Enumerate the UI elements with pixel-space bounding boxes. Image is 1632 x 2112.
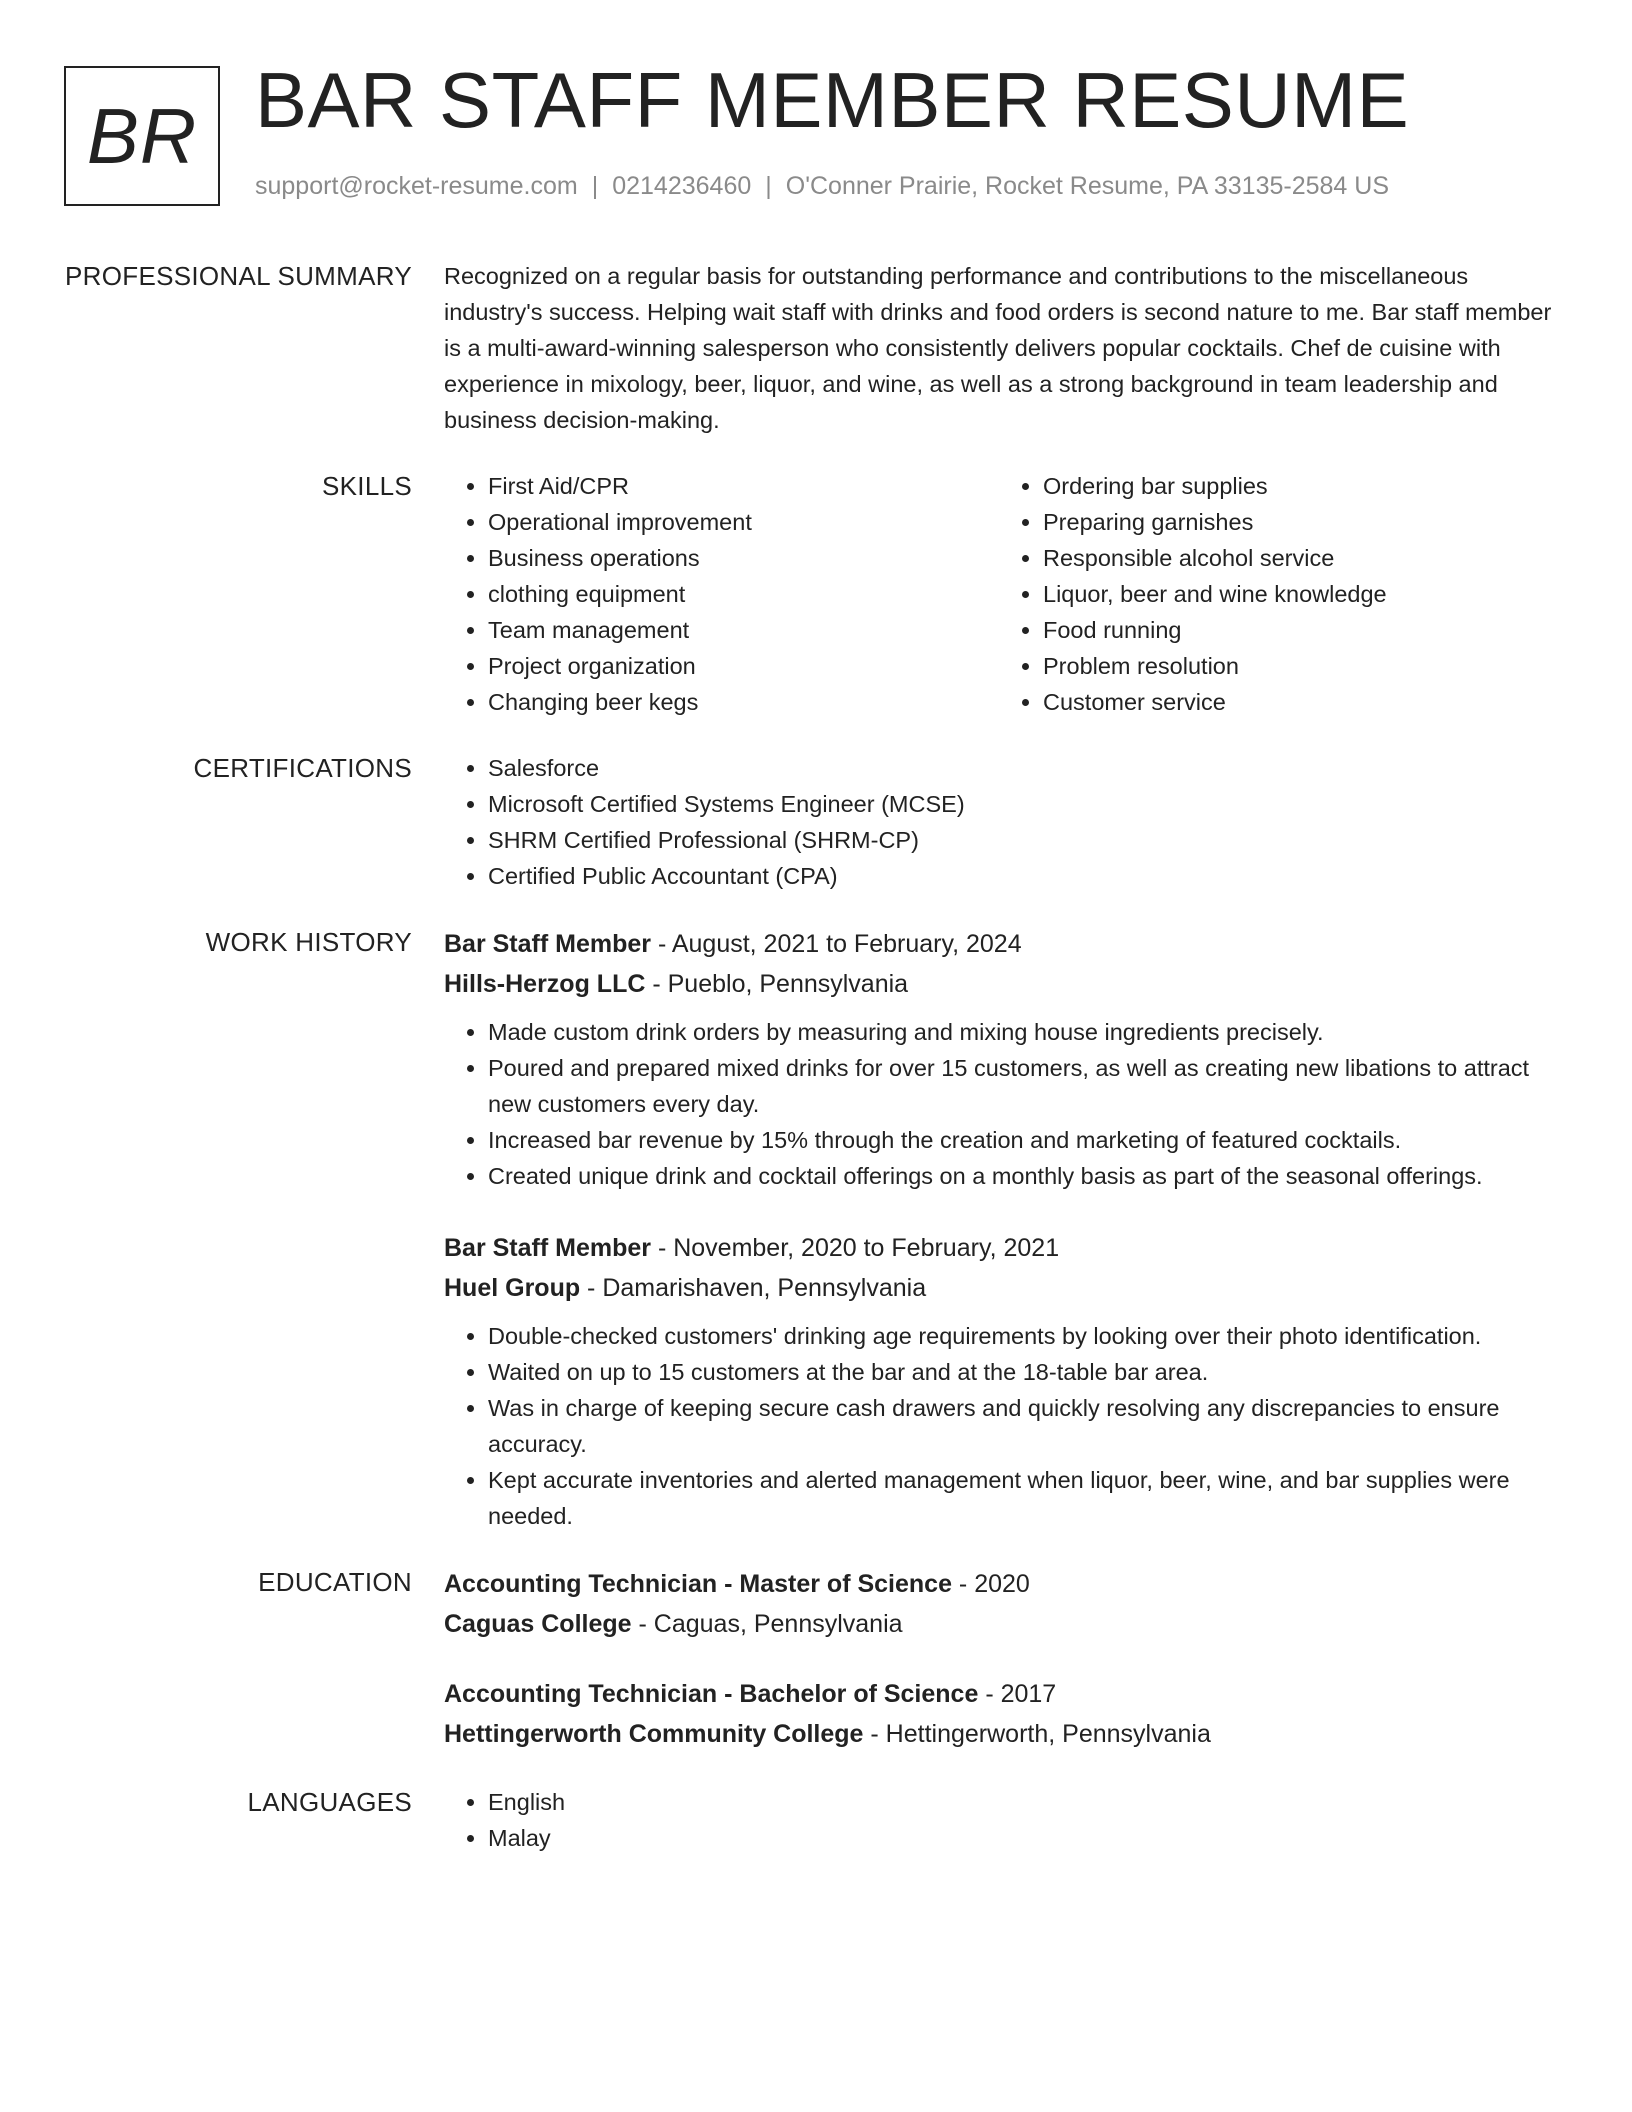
section-label: CERTIFICATIONS (193, 753, 412, 783)
education-entry (444, 1564, 1554, 1644)
language-item: • English (488, 1784, 1554, 1820)
certification-item: • Certified Public Accountant (CPA) (488, 858, 1554, 894)
job-dates: - August, 2021 to February, 2024 (651, 930, 1022, 958)
contact-email: support@rocket-resume.com (255, 172, 578, 200)
section-label: SKILLS (322, 471, 412, 501)
section-label: PROFESSIONAL SUMMARY (65, 261, 412, 291)
education-year: - 2017 (978, 1680, 1057, 1708)
certification-item: • Salesforce (488, 750, 1554, 786)
job-location: - Damarishaven, Pennsylvania (580, 1274, 927, 1302)
summary-section (0, 258, 1632, 438)
contact-address: O'Conner Prairie, Rocket Resume, PA 33135-2584 US (785, 172, 1389, 200)
contact-separator: | (591, 172, 599, 200)
education-location: - Hettingerworth, Pennsylvania (863, 1720, 1211, 1748)
skill-item: • Customer service (1043, 684, 1554, 720)
education-degree-line (444, 1674, 1554, 1714)
job-bullet: • Increased bar revenue by 15% through the creation and marketing of featured cocktails. (488, 1122, 1554, 1158)
work-history-section (0, 924, 1632, 1534)
education-location: - Caguas, Pennsylvania (631, 1610, 903, 1638)
job-company-line (444, 1268, 1554, 1308)
job-company: Hills-Herzog LLC (444, 970, 646, 998)
monogram-initials: BR (86, 91, 198, 180)
certification-item: • SHRM Certified Professional (SHRM-CP) (488, 822, 1554, 858)
job-company-line (444, 964, 1554, 1004)
skill-item: • Food running (1043, 612, 1554, 648)
skill-item: • Project organization (488, 648, 999, 684)
education-year: - 2020 (951, 1570, 1030, 1598)
education-degree-line (444, 1564, 1554, 1604)
skill-item: • Team management (488, 612, 999, 648)
skill-item: • Responsible alcohol service (1043, 540, 1554, 576)
job-bullet: • Made custom drink orders by measuring and mixing house ingredients precisely. (488, 1014, 1554, 1050)
education-body (444, 1564, 1554, 1754)
education-school-line (444, 1714, 1554, 1754)
job-bullets (444, 1318, 1554, 1534)
skills-list-right (999, 468, 1554, 720)
summary-body (444, 258, 1554, 438)
job-entry (444, 924, 1554, 1194)
education-section (0, 1564, 1632, 1754)
section-label: EDUCATION (258, 1567, 412, 1597)
job-entry (444, 1228, 1554, 1534)
skill-item: • Liquor, beer and wine knowledge (1043, 576, 1554, 612)
skill-item: • Problem resolution (1043, 648, 1554, 684)
languages-list (444, 1784, 1554, 1856)
contact-phone: 0214236460 (612, 172, 752, 200)
skills-section (0, 468, 1632, 720)
job-dates: - November, 2020 to February, 2021 (651, 1234, 1060, 1262)
certifications-list (444, 750, 1554, 894)
languages-body (444, 1784, 1554, 1856)
skill-item: • First Aid/CPR (488, 468, 999, 504)
certification-item: • Microsoft Certified Systems Engineer (MCSE) (488, 786, 1554, 822)
education-school: Hettingerworth Community College (444, 1720, 864, 1748)
skill-item: • Preparing garnishes (1043, 504, 1554, 540)
work-history-body (444, 924, 1554, 1534)
job-company: Huel Group (444, 1274, 581, 1302)
section-label: WORK HISTORY (205, 927, 412, 957)
language-item: • Malay (488, 1820, 1554, 1856)
job-title: Bar Staff Member (444, 1234, 651, 1262)
monogram-box (64, 66, 220, 206)
contact-separator: | (765, 172, 772, 200)
resume-sections (0, 258, 1632, 1886)
education-entry (444, 1674, 1554, 1754)
education-degree: Accounting Technician - Master of Science (444, 1570, 952, 1598)
job-bullet: • Kept accurate inventories and alerted management when liquor, beer, wine, and bar supplies were needed. (488, 1462, 1554, 1534)
section-label: LANGUAGES (247, 1787, 412, 1817)
job-title: Bar Staff Member (444, 930, 651, 958)
skill-item: • Changing beer kegs (488, 684, 999, 720)
skills-body (444, 468, 1554, 720)
job-location: - Pueblo, Pennsylvania (645, 970, 909, 998)
job-bullet: • Poured and prepared mixed drinks for over 15 customers, as well as creating new libations to attract new customers every day. (488, 1050, 1554, 1122)
education-degree: Accounting Technician - Bachelor of Science (444, 1680, 979, 1708)
education-school: Caguas College (444, 1610, 632, 1638)
job-bullet: • Waited on up to 15 customers at the bar and at the 18-table bar area. (488, 1354, 1554, 1390)
resume-title: BAR STAFF MEMBER RESUME (255, 56, 1410, 144)
skills-grid (444, 468, 1554, 720)
job-bullet: • Created unique drink and cocktail offerings on a monthly basis as part of the seasonal offerings. (488, 1158, 1554, 1194)
job-bullets (444, 1014, 1554, 1194)
job-bullet: • Double-checked customers' drinking age requirements by looking over their photo identification. (488, 1318, 1554, 1354)
education-school-line (444, 1604, 1554, 1644)
job-title-line (444, 1228, 1554, 1268)
skills-list-left (444, 468, 999, 720)
languages-section (0, 1784, 1632, 1856)
job-title-line (444, 924, 1554, 964)
skill-item: • Ordering bar supplies (1043, 468, 1554, 504)
job-bullet: • Was in charge of keeping secure cash drawers and quickly resolving any discrepancies to ensure accuracy. (488, 1390, 1554, 1462)
summary-text: Recognized on a regular basis for outstanding performance and contributions to the miscellaneous industry's success. Helping wait staff with drinks and food orders is second nature to me. Bar staff member is a multi-award-winning salesperson who consistently delivers popular cocktails. Chef de cuisine with experience in mixology, beer, liquor, and wine, as well as a strong background in team leadership and business decision-making. (444, 263, 1552, 433)
skill-item: • Business operations (488, 540, 999, 576)
contact-line (255, 172, 1389, 201)
skill-item: • clothing equipment (488, 576, 999, 612)
certifications-section (0, 750, 1632, 894)
skill-item: • Operational improvement (488, 504, 999, 540)
certifications-body (444, 750, 1554, 894)
